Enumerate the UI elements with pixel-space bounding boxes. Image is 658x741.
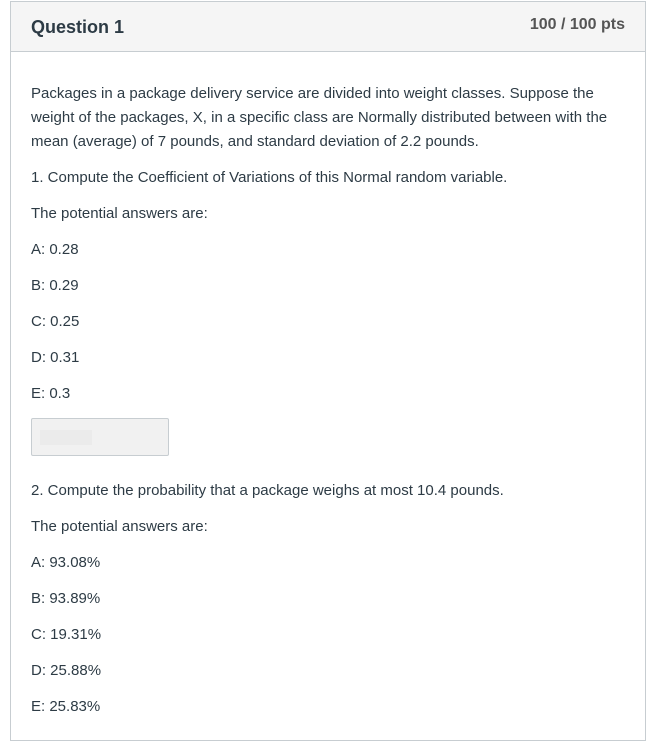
question-body: [11, 52, 645, 719]
part2-option-e: E: 25.83%: [31, 698, 101, 715]
answer-box-redacted: [40, 430, 92, 445]
part1-prompt: 1. Compute the Coefficient of Variations of this Normal random variable.: [31, 169, 508, 186]
part1-option-c: C: 0.25: [31, 313, 80, 330]
question-points: 100 / 100 pts: [529, 16, 625, 33]
part2-answers-label: The potential answers are:: [31, 518, 208, 535]
question-intro: Packages in a package delivery service are divided into weight classes. Suppose the weight of the packages, X, in a specific class are Normally distributed between with the mean (average) of 7 pounds, and standard deviation of 2.2 pounds.: [31, 85, 608, 150]
part2-option-b: B: 93.89%: [31, 590, 101, 607]
part1-option-a: A: 0.28: [31, 241, 79, 258]
part1-option-d: D: 0.31: [31, 349, 80, 366]
part1-option-e: E: 0.3: [31, 385, 71, 402]
part2-option-c: C: 19.31%: [31, 626, 102, 643]
part2-prompt: 2. Compute the probability that a package weighs at most 10.4 pounds.: [31, 482, 504, 499]
question-card: [10, 1, 646, 741]
part1-answers-label: The potential answers are:: [31, 205, 208, 222]
part1-answer-box[interactable]: [31, 418, 169, 456]
question-header: [11, 2, 645, 52]
question-title: Question 1: [31, 17, 125, 37]
part1-option-b: B: 0.29: [31, 277, 79, 294]
part2-option-a: A: 93.08%: [31, 554, 101, 571]
part2-option-d: D: 25.88%: [31, 662, 102, 679]
